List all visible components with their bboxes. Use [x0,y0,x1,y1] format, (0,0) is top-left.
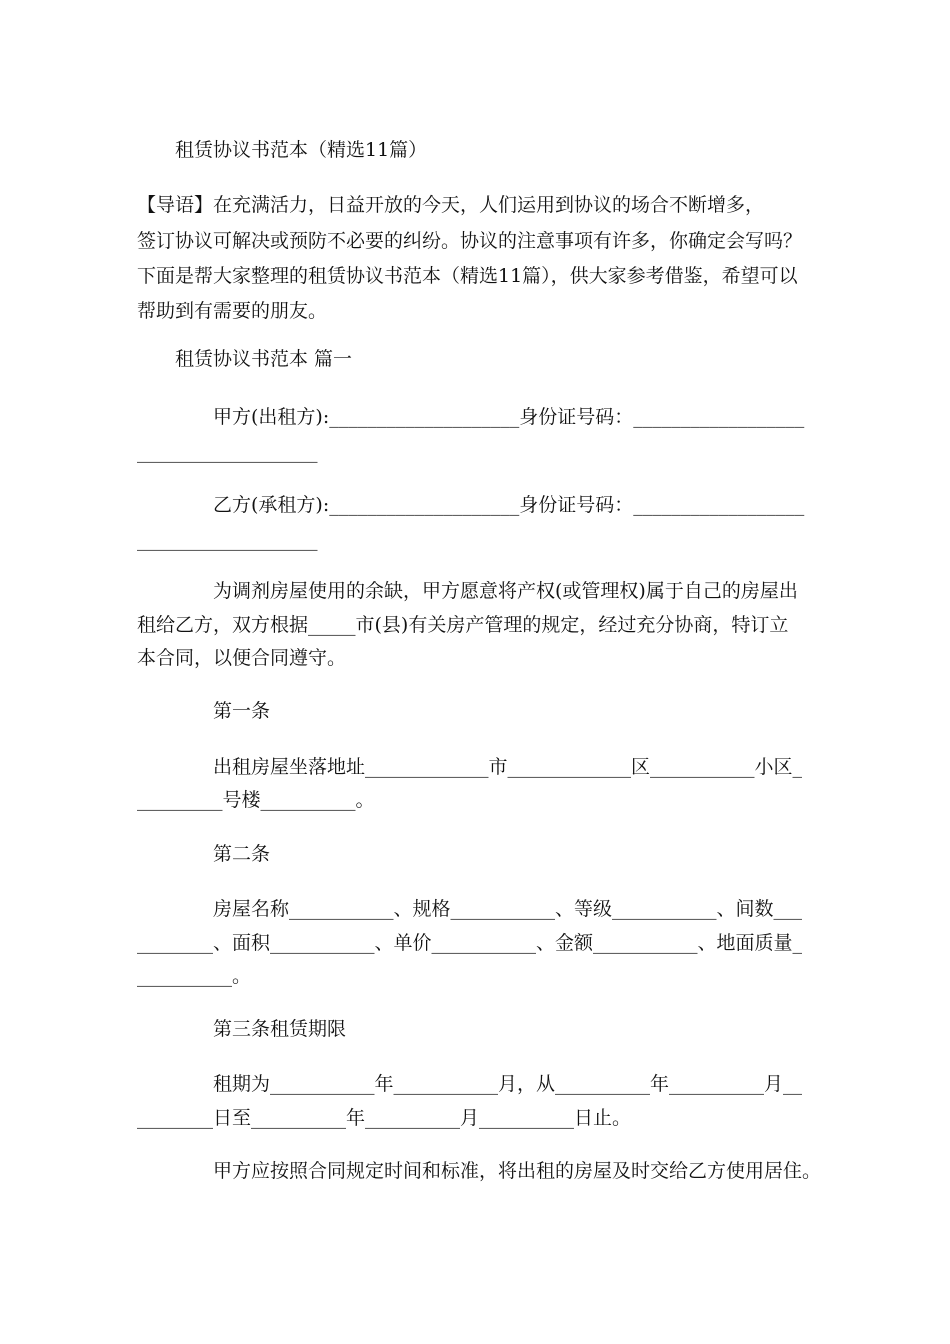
article-2-line: __________。 [137,965,252,987]
article-3-title: 第三条租赁期限 [213,1018,347,1040]
purpose-line: 租给乙方，双方根据_____市(县)有关房产管理的规定，经过充分协商，特订立 [137,614,789,636]
party-a-line: ___________________ [137,441,318,463]
article-1-line: 出租房屋坐落地址_____________市_____________区___________小区_ [213,756,803,778]
purpose-line: 本合同，以便合同遵守。 [137,647,347,669]
article-2-title: 第二条 [213,843,271,865]
section-heading: 租赁协议书范本 篇一 [175,348,353,370]
delivery-clause: 甲方应按照合同规定时间和标准，将出租的房屋及时交给乙方使用居住。 [213,1160,822,1182]
party-b-line: ___________________ [137,529,318,551]
intro-line: 签订协议可解决或预防不必要的纠纷。协议的注意事项有许多，你确定会写吗？ [137,230,803,252]
article-1-line: _________号楼__________。 [137,789,375,811]
document-title: 租赁协议书范本（精选11篇） [175,139,428,161]
purpose-line: 为调剂房屋使用的余缺，甲方愿意将产权(或管理权)属于自己的房屋出 [213,580,798,602]
party-a-line: 甲方(出租方):____________________身份证号码：__________________ [213,406,805,428]
article-2-line: 房屋名称___________、规格___________、等级___________、间数___ [213,898,803,920]
intro-line: 下面是帮大家整理的租赁协议书范本（精选11篇），供大家参考借鉴，希望可以 [137,265,798,287]
party-b-line: 乙方(承租方):____________________身份证号码：__________________ [213,494,805,516]
intro-line: 帮助到有需要的朋友。 [137,300,328,322]
article-2-line: ________、面积___________、单价___________、金额___________、地面质量_ [137,932,803,954]
intro-line: 【导语】在充满活力，日益开放的今天，人们运用到协议的场合不断增多， [137,194,765,216]
article-3-line: ________日至__________年__________月__________日止。 [137,1107,632,1129]
article-1-title: 第一条 [213,700,271,722]
article-3-line: 租期为___________年___________月，从__________年__________月__ [213,1073,803,1095]
